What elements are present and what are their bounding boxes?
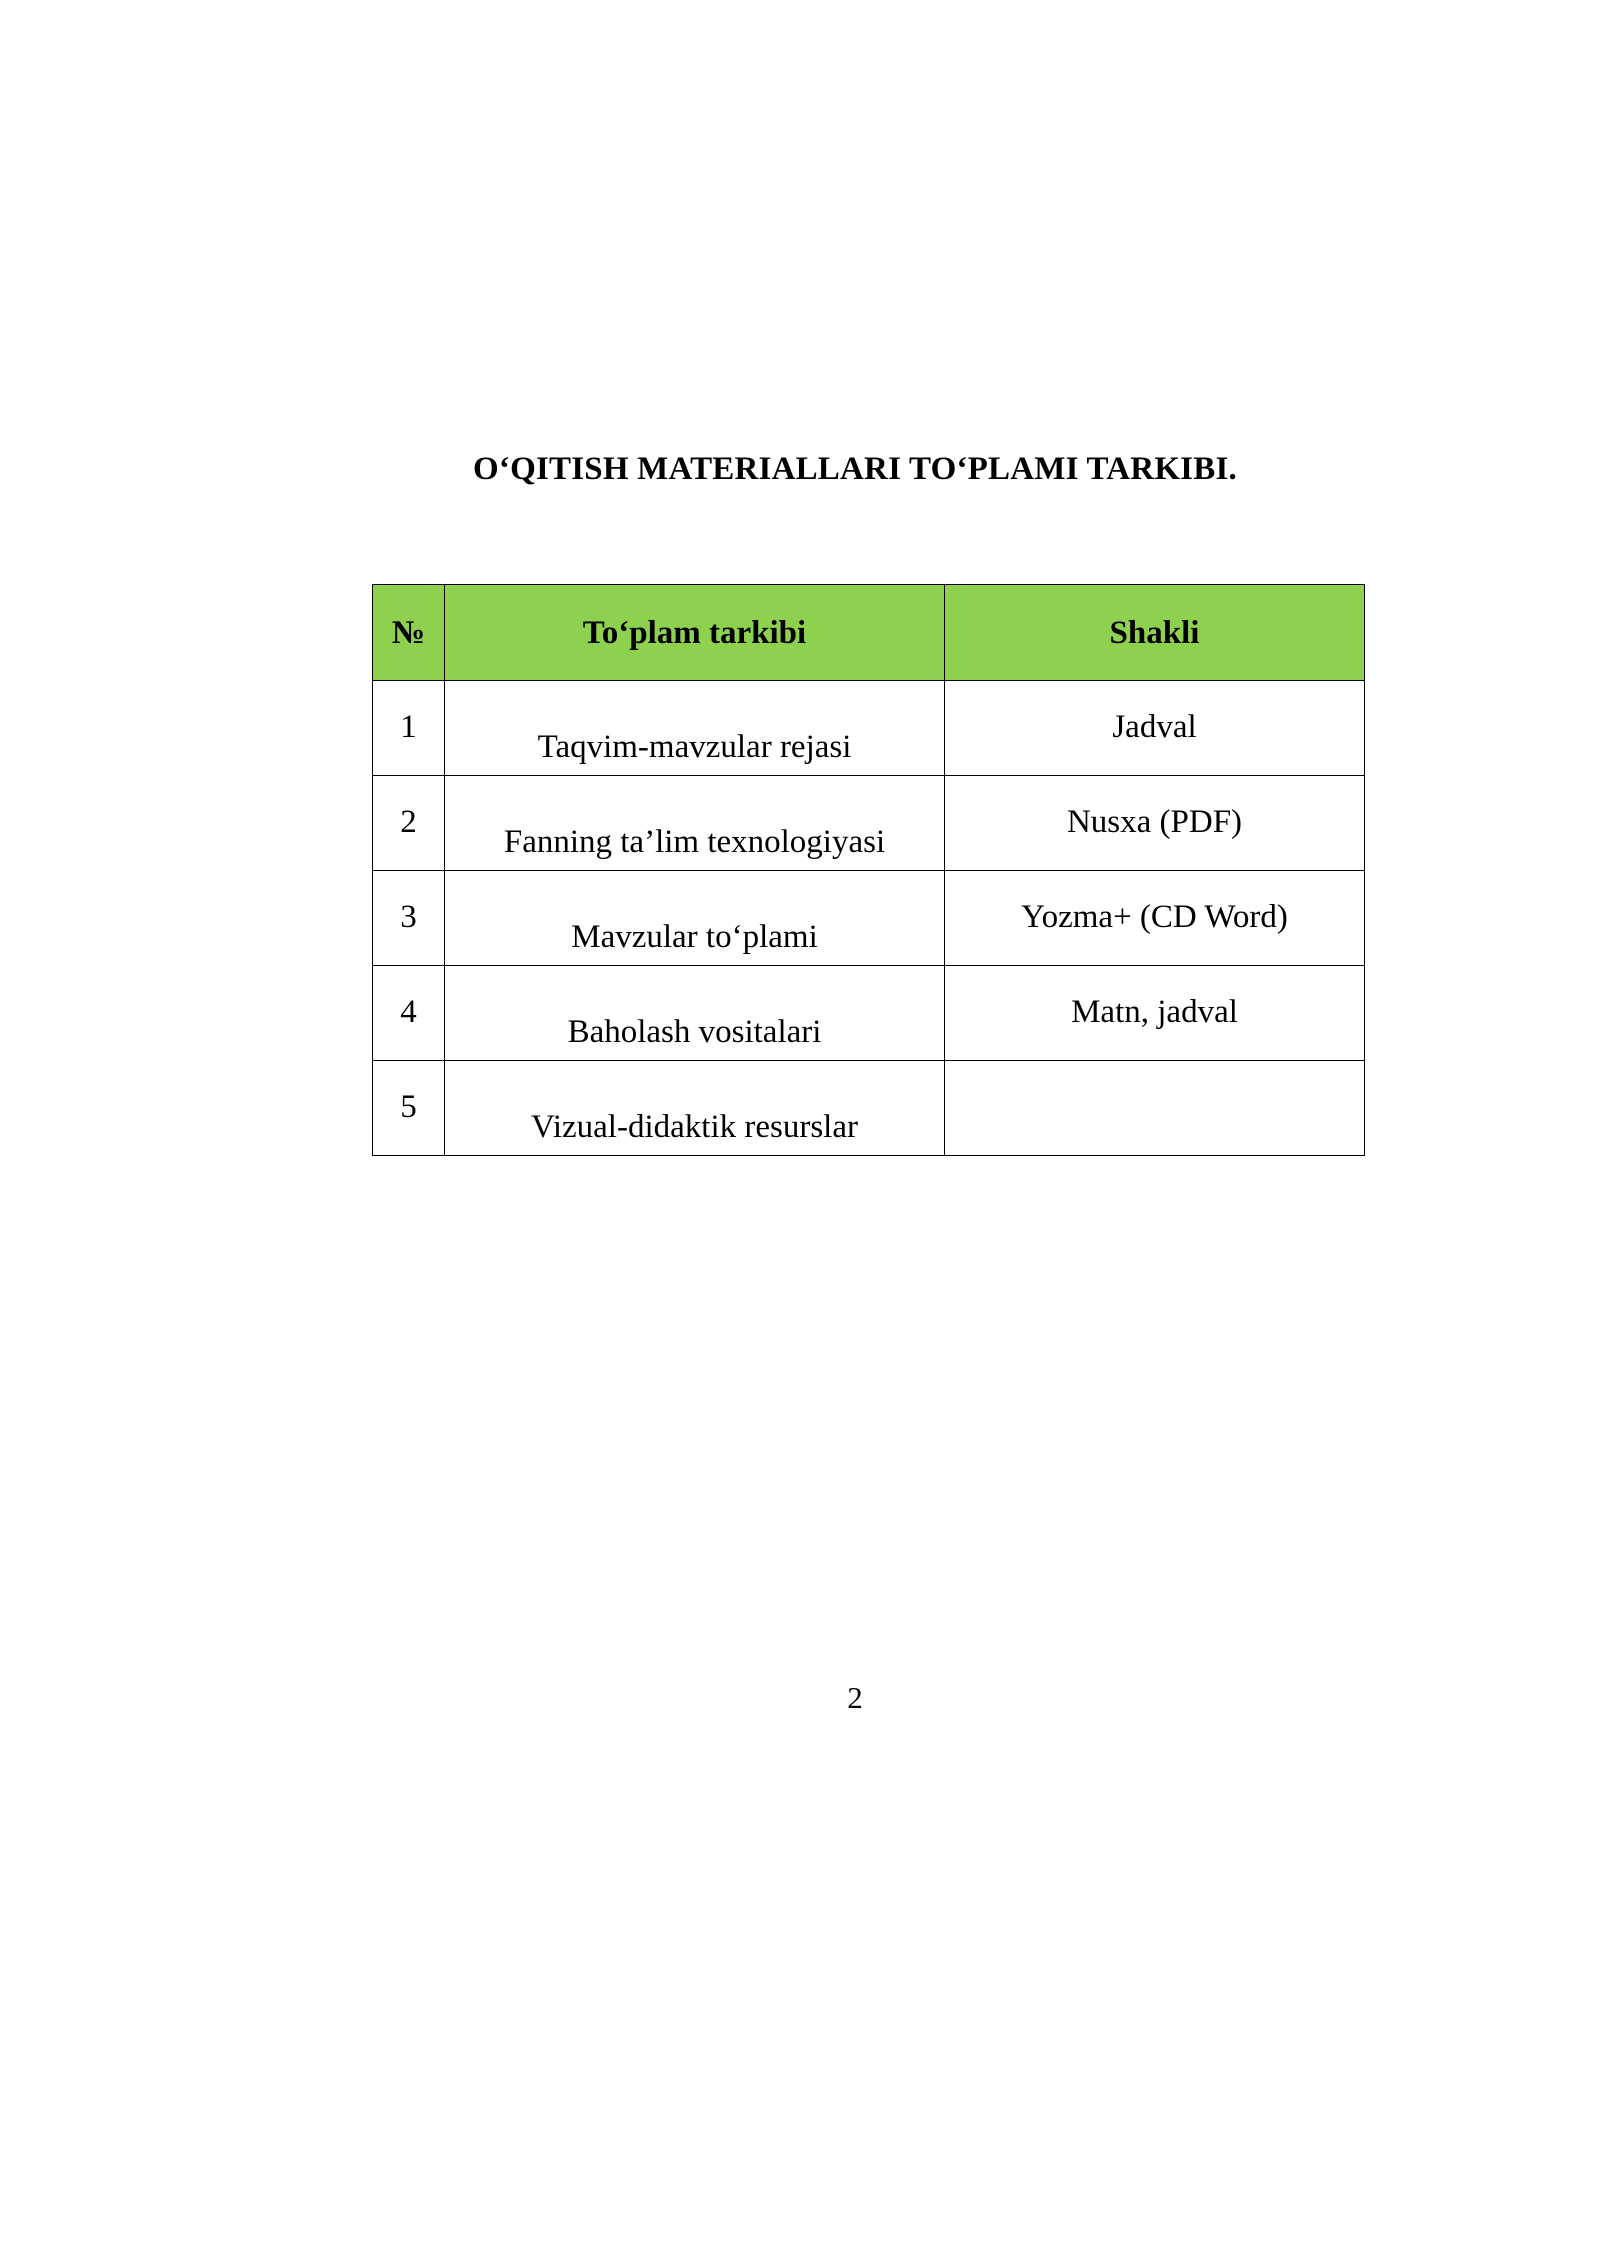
row-number: 4 <box>373 966 445 1061</box>
table-row <box>373 681 1365 776</box>
table-row <box>373 871 1365 966</box>
row-number: 5 <box>373 1061 445 1156</box>
row-number: 2 <box>373 776 445 871</box>
table-header-row <box>373 585 1365 681</box>
row-component: Baholash vositalari <box>445 966 945 1061</box>
row-component: Fanning ta’lim texnologiyasi <box>445 776 945 871</box>
page-title: O‘QITISH MATERIALLARI TO‘PLAMI TARKIBI. <box>473 451 1237 487</box>
row-form: Matn, jadval <box>945 966 1365 1061</box>
row-component: Mavzular to‘plami <box>445 871 945 966</box>
row-component: Taqvim-mavzular rejasi <box>445 681 945 776</box>
materials-table <box>372 584 1365 1156</box>
header-component: To‘plam tarkibi <box>445 585 945 681</box>
table-row <box>373 776 1365 871</box>
row-number: 3 <box>373 871 445 966</box>
row-form: Jadval <box>945 681 1365 776</box>
page-number: 2 <box>847 1680 863 1715</box>
row-form: Yozma+ (CD Word) <box>945 871 1365 966</box>
row-number: 1 <box>373 681 445 776</box>
row-form: Nusxa (PDF) <box>945 776 1365 871</box>
row-form <box>945 1061 1365 1156</box>
header-form: Shakli <box>945 585 1365 681</box>
table-row <box>373 1061 1365 1156</box>
table-row <box>373 966 1365 1061</box>
header-number: № <box>373 585 445 681</box>
row-component: Vizual-didaktik resurslar <box>445 1061 945 1156</box>
